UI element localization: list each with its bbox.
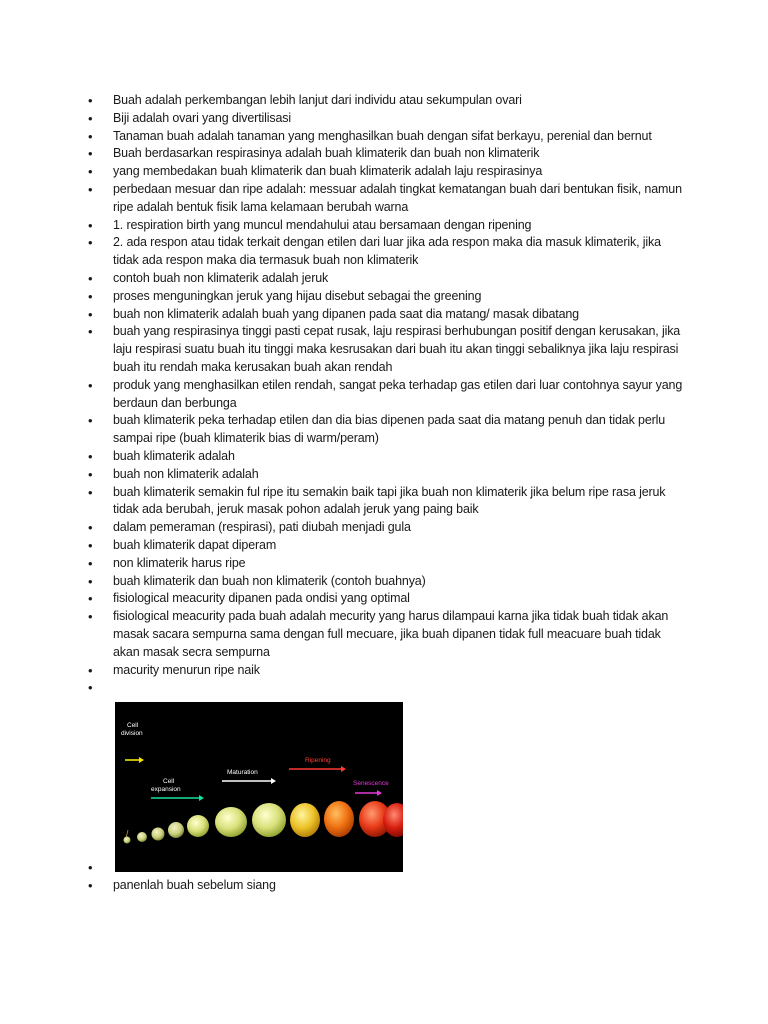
ripening-label: Ripening [305,757,331,764]
cell-expansion-label: Cell [163,778,175,785]
list-item: • proses menguningkan jeruk yang hijau disebut sebagai the greening [88,288,688,306]
cell-expansion-label: expansion [151,786,181,793]
list-item: • buah non klimaterik adalah [88,466,688,484]
list-item: • produk yang menghasilkan etilen rendah, sangat peka terhadap gas etilen dari luar contohnya sayur yang berdaun dan berbunga [88,377,688,413]
fruit-stage-9-icon [324,801,354,837]
list-item: • fisiological meacurity dipanen pada ondisi yang optimal [88,590,688,608]
fruit-stage-6-icon [215,807,247,837]
cell-division-label: division [121,730,143,737]
maturation-label: Maturation [227,769,258,776]
list-item: • buah klimaterik dan buah non klimaterik (contoh buahnya) [88,573,688,591]
list-item: • buah klimaterik dapat diperam [88,537,688,555]
list-item: • Tanaman buah adalah tanaman yang menghasilkan buah dengan sifat berkayu, perenial dan bernut [88,128,688,146]
list-item: • Biji adalah ovari yang divertilisasi [88,110,688,128]
list-item: • 1. respiration birth yang muncul mendahului atau bersamaan dengan ripening [88,217,688,235]
list-item: • buah klimaterik peka terhadap etilen dan dia bias dipenen pada saat dia matang penuh dan tidak perlu sampai ripe (buah klimaterik bias di warm/peram) [88,412,688,448]
fruit-stage-4-icon [168,822,184,838]
list-item: • dalam pemeraman (respirasi), pati diubah menjadi gula [88,519,688,537]
list-item: • fisiological meacurity pada buah adalah mecurity yang harus dilampaui karna jika tidak buah tidak akan masak sacara sempurna sama dengan full mecuare, jika buah dipanen tidak full meacuare buah tidak akan masak secra sempurna [88,608,688,661]
cell-division-label: Cell [127,722,139,729]
list-item: • Buah berdasarkan respirasinya adalah buah klimaterik dan buah non klimaterik [88,145,688,163]
list-item: • perbedaan mesuar dan ripe adalah: messuar adalah tingkat kematangan buah dari bentukan fisik, namun ripe adalah bentuk fisik lama kelamaan berubah warna [88,181,688,217]
fruit-stage-8-icon [290,803,320,837]
list-item: • buah klimaterik semakin ful ripe itu semakin baik tapi jika buah non klimaterik jika belum ripe rasa jeruk tidak ada berubah, jeruk masak pohon adalah jeruk yang paing baik [88,484,688,520]
list-item: • non klimaterik harus ripe [88,555,688,573]
list-item: • Buah adalah perkembangan lebih lanjut dari individu atau sekumpulan ovari [88,92,688,110]
fruit-development-image [115,702,403,872]
fruit-stage-7-icon [252,803,286,837]
list-item: • buah yang respirasinya tinggi pasti cepat rusak, laju respirasi berhubungan positif dengan kerusakan, jika laju respirasi suatu buah itu tinggi maka kesrusakan dari buah itu akan tinggi sebaliknya jika laju respirasi buah itu rendah maka kerusakan buah akan rendah [88,323,688,376]
fruit-stage-3-icon [152,828,165,841]
list-item: • buah non klimaterik adalah buah yang dipanen pada saat dia matang/ masak dibatang [88,306,688,324]
list-item: • macurity menurun ripe naik [88,662,688,680]
fruit-stage-2-icon [137,832,147,842]
list-item: • contoh buah non klimaterik adalah jeruk [88,270,688,288]
fruit-development-figure [115,702,403,872]
list-item: • yang membedakan buah klimaterik dan buah klimaterik adalah laju respirasinya [88,163,688,181]
list-item: • panenlah buah sebelum siang [88,877,688,895]
list-item: • buah klimaterik adalah [88,448,688,466]
fruit-stage-5-icon [187,815,209,837]
senescence-label: Senescence [353,780,389,787]
list-item: • 2. ada respon atau tidak terkait dengan etilen dari luar jika ada respon maka dia masuk klimaterik, jika tidak ada respon maka dia termasuk buah non klimaterik [88,234,688,270]
